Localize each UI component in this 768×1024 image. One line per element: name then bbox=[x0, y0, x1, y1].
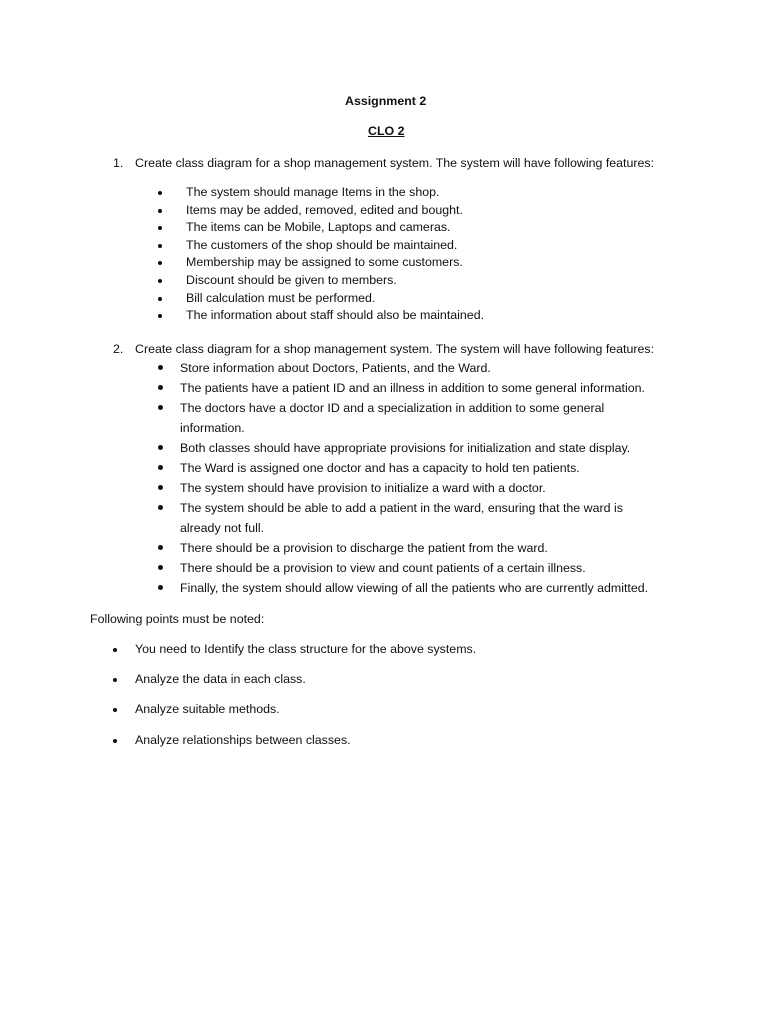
list-item-continuation: information. bbox=[180, 421, 245, 435]
list-item: The system should manage Items in the shop. bbox=[186, 185, 440, 199]
bullet-icon bbox=[158, 485, 163, 490]
list-item: There should be a provision to discharge the patient from the ward. bbox=[180, 541, 548, 555]
bullet-icon bbox=[158, 226, 162, 230]
bullet-icon bbox=[158, 585, 163, 590]
bullet-icon bbox=[113, 708, 117, 712]
list-item: The system should be able to add a patient in the ward, ensuring that the ward is bbox=[180, 501, 623, 515]
list-item: The customers of the shop should be maintained. bbox=[186, 238, 458, 252]
list-item: Store information about Doctors, Patients, and the Ward. bbox=[180, 361, 491, 375]
list-item-continuation: already not full. bbox=[180, 521, 265, 535]
list-item: The system should have provision to initialize a ward with a doctor. bbox=[180, 481, 546, 495]
bullet-icon bbox=[158, 405, 163, 410]
bullet-icon bbox=[113, 678, 117, 682]
bullet-icon bbox=[113, 739, 117, 743]
list-item: Both classes should have appropriate provisions for initialization and state display. bbox=[180, 441, 631, 455]
list-item: Analyze the data in each class. bbox=[135, 672, 306, 686]
question-1-number: 1. bbox=[113, 156, 124, 170]
bullet-icon bbox=[158, 565, 163, 570]
list-item: Items may be added, removed, edited and bought. bbox=[186, 203, 463, 217]
list-item: The patients have a patient ID and an illness in addition to some general information. bbox=[180, 381, 645, 395]
list-item: You need to Identify the class structure for the above systems. bbox=[135, 642, 477, 656]
bullet-icon bbox=[158, 314, 162, 318]
bullet-icon bbox=[158, 209, 162, 213]
page-subtitle: CLO 2 bbox=[368, 124, 405, 138]
bullet-icon bbox=[158, 365, 163, 370]
bullet-icon bbox=[158, 297, 162, 301]
question-2-text: Create class diagram for a shop management system. The system will have following features: bbox=[135, 342, 655, 356]
list-item: Bill calculation must be performed. bbox=[186, 291, 376, 305]
list-item: The items can be Mobile, Laptops and cameras. bbox=[186, 220, 451, 234]
bullet-icon bbox=[113, 648, 117, 652]
list-item: The doctors have a doctor ID and a specialization in addition to some general bbox=[180, 401, 605, 415]
question-1-text: Create class diagram for a shop management system. The system will have following features: bbox=[135, 156, 655, 170]
list-item: Analyze suitable methods. bbox=[135, 702, 280, 716]
bullet-icon bbox=[158, 385, 163, 390]
bullet-icon bbox=[158, 445, 163, 450]
bullet-icon bbox=[158, 191, 162, 195]
list-item: Discount should be given to members. bbox=[186, 273, 397, 287]
bullet-icon bbox=[158, 465, 163, 470]
list-item: Membership may be assigned to some customers. bbox=[186, 255, 463, 269]
bullet-icon bbox=[158, 505, 163, 510]
notes-heading: Following points must be noted: bbox=[90, 612, 265, 626]
bullet-icon bbox=[158, 279, 162, 283]
bullet-icon bbox=[158, 244, 162, 248]
question-2-number: 2. bbox=[113, 342, 124, 356]
list-item: The information about staff should also be maintained. bbox=[186, 308, 485, 322]
list-item: There should be a provision to view and count patients of a certain illness. bbox=[180, 561, 586, 575]
page-title: Assignment 2 bbox=[345, 94, 427, 108]
list-item: Finally, the system should allow viewing of all the patients who are currently admitted. bbox=[180, 581, 649, 595]
list-item: Analyze relationships between classes. bbox=[135, 733, 351, 747]
bullet-icon bbox=[158, 545, 163, 550]
bullet-icon bbox=[158, 261, 162, 265]
list-item: The Ward is assigned one doctor and has a capacity to hold ten patients. bbox=[180, 461, 580, 475]
